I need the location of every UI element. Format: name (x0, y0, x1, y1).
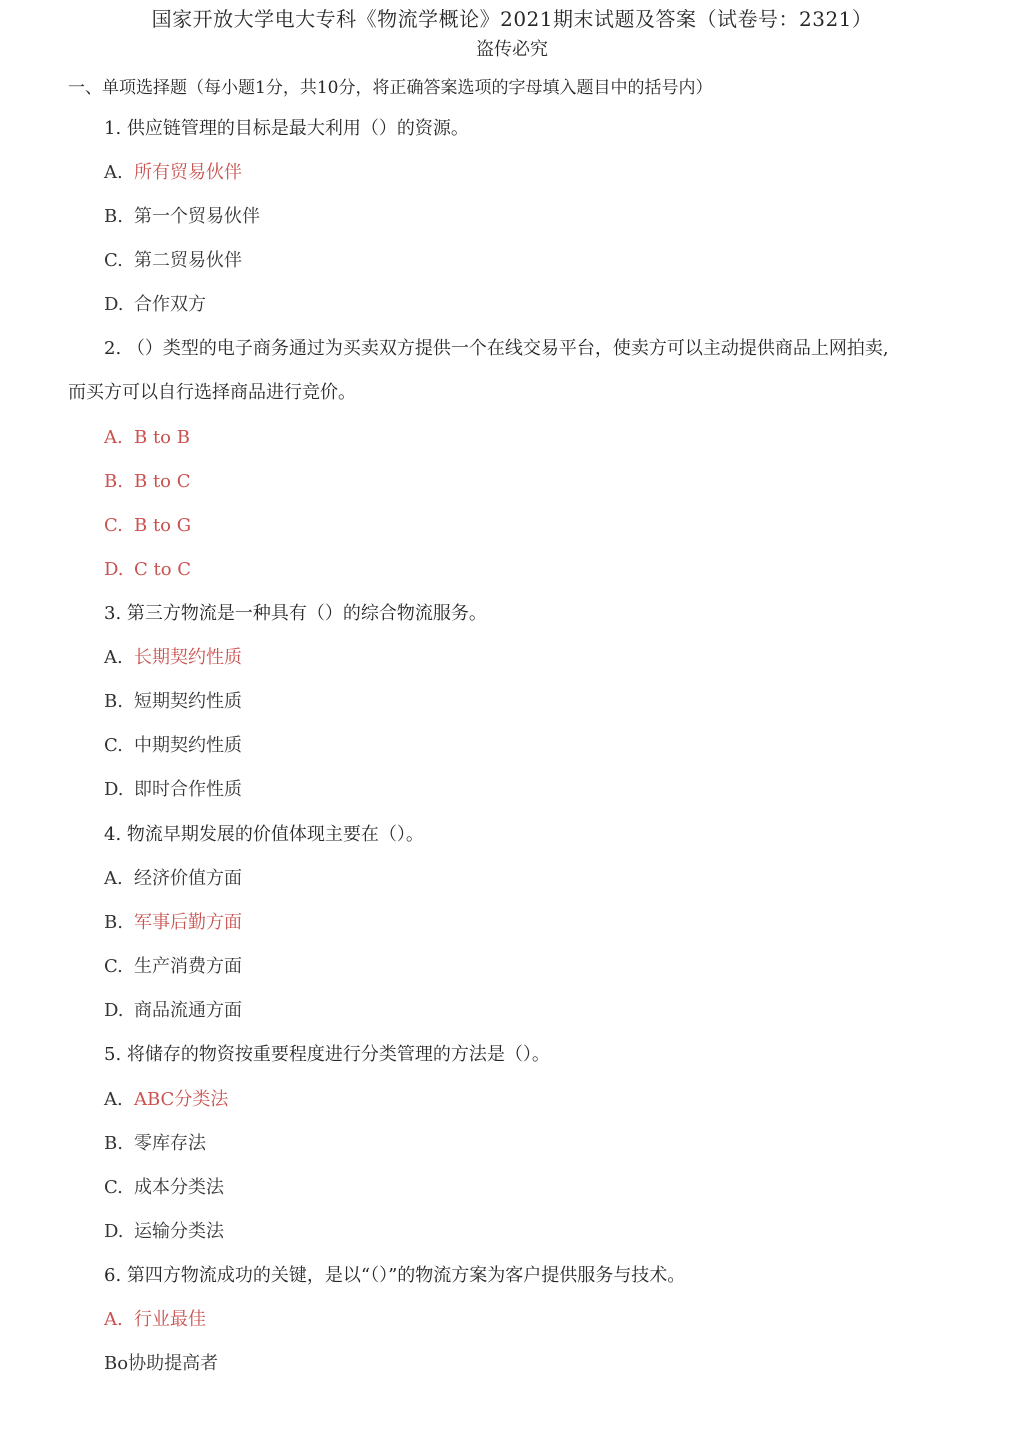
option-text: 零库存法 (134, 1133, 206, 1154)
question-3-option-c (104, 731, 242, 761)
question-4-option-d (104, 996, 242, 1026)
option-text: 中期契约性质 (134, 735, 242, 756)
option-text: 经济价值方面 (134, 868, 242, 889)
option-label: C. (104, 735, 123, 756)
question-1-option-d (104, 290, 206, 320)
question-2-option-a (104, 423, 190, 453)
option-text-correct: 所有贸易伙伴 (134, 162, 242, 183)
option-text-correct: C to C (134, 559, 192, 580)
option-label: A. (104, 1309, 123, 1330)
question-3-option-a (104, 643, 242, 673)
document-subtitle: 盗传必究 (476, 39, 548, 60)
question-1-option-c (104, 246, 242, 276)
question-3-stem: 3. 第三方物流是一种具有（）的综合物流服务。 (104, 603, 487, 624)
option-label: D. (104, 559, 124, 580)
question-5-stem: 5. 将储存的物资按重要程度进行分类管理的方法是（）。 (104, 1044, 550, 1065)
question-4-option-a (104, 864, 242, 894)
question-2-option-b (104, 467, 191, 497)
question-2-stem-continued: 而买方可以自行选择商品进行竞价。 (68, 382, 356, 403)
option-text: 成本分类法 (134, 1177, 224, 1198)
option-label: D. (104, 779, 124, 800)
option-text: 第一个贸易伙伴 (134, 206, 260, 227)
option-text: 即时合作性质 (134, 779, 242, 800)
option-text: 合作双方 (134, 294, 206, 315)
question-6-option-a (104, 1305, 206, 1335)
option-text: 第二贸易伙伴 (134, 250, 242, 271)
question-4-option-b (104, 908, 242, 938)
option-label: A. (104, 427, 123, 448)
section-heading: 一、单项选择题（每小题1分，共10分，将正确答案选项的字母填入题目中的括号内） (68, 78, 713, 98)
question-2-stem: 2. （）类型的电子商务通过为买卖双方提供一个在线交易平台，使卖方可以主动提供商品上网拍卖, (104, 338, 889, 359)
option-label: A. (104, 868, 123, 889)
document-title: 国家开放大学电大专科《物流学概论》2021期末试题及答案（试卷号：2321） (151, 7, 873, 31)
question-1-option-b (104, 202, 260, 232)
option-text-correct: B to G (134, 515, 192, 536)
option-label: C. (104, 956, 123, 977)
option-text-correct: ABC分类法 (134, 1089, 229, 1110)
question-3-option-b (104, 687, 242, 717)
option-text: 商品流通方面 (134, 1000, 242, 1021)
question-5-option-a (104, 1085, 228, 1115)
option-text: 短期契约性质 (134, 691, 242, 712)
option-text-correct: 长期契约性质 (134, 647, 242, 668)
option-text: 运输分类法 (134, 1221, 224, 1242)
option-label: C. (104, 250, 123, 271)
question-5-option-b (104, 1129, 206, 1159)
option-text: Bo协助提高者 (104, 1353, 219, 1374)
option-label: B. (104, 471, 123, 492)
option-label: B. (104, 1133, 123, 1154)
question-3-option-d (104, 775, 242, 805)
question-5-option-d (104, 1217, 224, 1247)
option-text-correct: B to B (134, 427, 190, 448)
question-4-option-c (104, 952, 242, 982)
question-2-option-d (104, 555, 191, 585)
option-label: A. (104, 162, 123, 183)
question-5-option-c (104, 1173, 224, 1203)
option-text-correct: 军事后勤方面 (134, 912, 242, 933)
option-text-correct: 行业最佳 (134, 1309, 206, 1330)
option-label: A. (104, 647, 123, 668)
question-4-stem: 4. 物流早期发展的价值体现主要在（）。 (104, 824, 424, 845)
option-label: D. (104, 1221, 124, 1242)
option-label: B. (104, 691, 123, 712)
option-label: A. (104, 1089, 123, 1110)
option-label: D. (104, 294, 124, 315)
question-6-option-b (104, 1349, 218, 1379)
option-label: D. (104, 1000, 124, 1021)
question-1-stem: 1. 供应链管理的目标是最大利用（）的资源。 (104, 118, 469, 139)
option-label: C. (104, 1177, 123, 1198)
option-text: 生产消费方面 (134, 956, 242, 977)
question-6-stem: 6. 第四方物流成功的关键，是以“（）”的物流方案为客户提供服务与技术。 (104, 1265, 686, 1286)
option-label: B. (104, 206, 123, 227)
option-text-correct: B to C (134, 471, 191, 492)
question-1-option-a (104, 158, 242, 188)
option-label: B. (104, 912, 123, 933)
question-2-option-c (104, 511, 191, 541)
option-label: C. (104, 515, 123, 536)
